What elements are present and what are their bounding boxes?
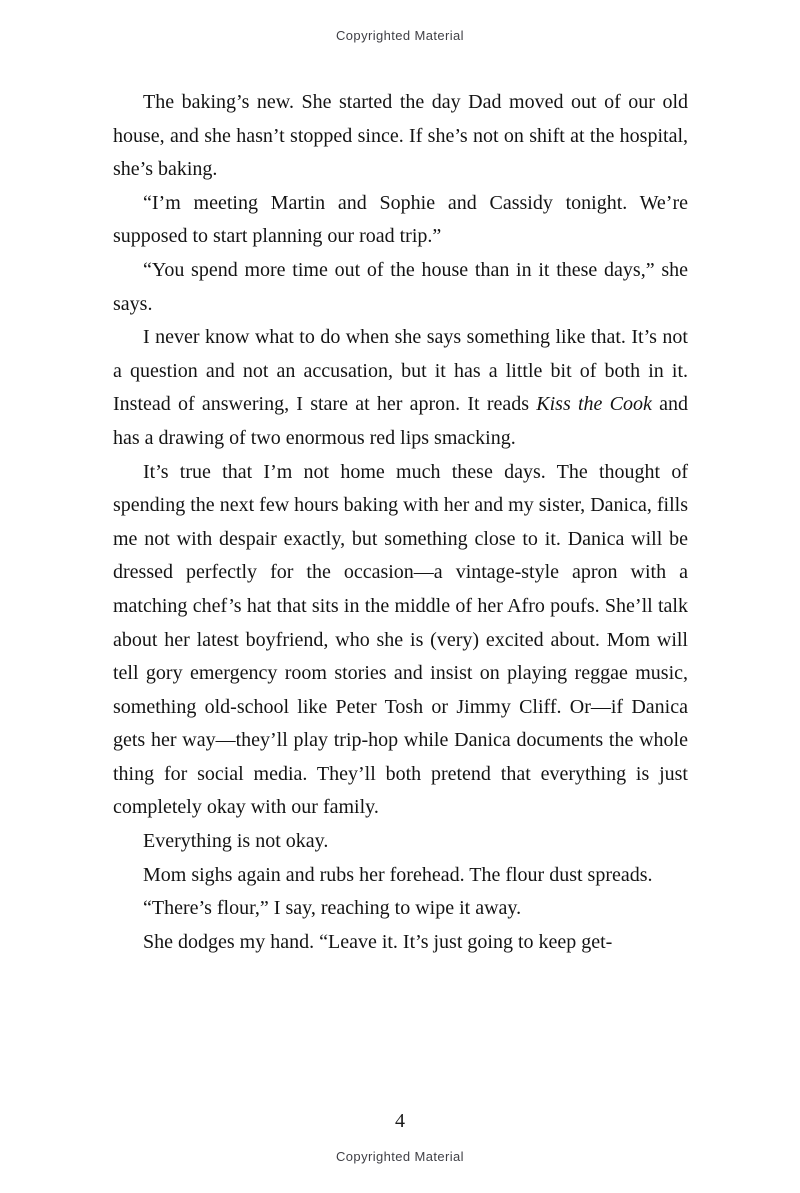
paragraph: It’s true that I’m not home much these days. The thought of spending the next few hours baking with her and my sister, Danica, fills me not with despair exactly, but something close to it. Danica will be dressed perfectly for the occasion—a vintage-style apron with a matching chef’s hat that sits in the middle of her Afro poufs. She’ll talk about her latest boyfriend, who she is (very) excited about. Mom will tell gory emergency room stories and insist on playing reggae music, something old-school like Peter Tosh or Jimmy Cliff. Or—if Danica gets her way—they’ll play trip-hop while Danica documents the whole thing for social media. They’ll both pretend that everything is just completely okay with our family. <box>113 460 688 819</box>
paragraph <box>113 321 688 455</box>
paragraph-text: I never know what to do when she says something like that. It’s not a question and not an accusation, but it has a little bit of both in it. Instead of answering, I stare at her apron. It reads <box>113 326 688 416</box>
apron-slogan-italic: Kiss the Cook <box>536 393 652 416</box>
paragraph: Mom sighs again and rubs her forehead. The flour dust spreads. <box>143 863 653 886</box>
page-number: 4 <box>395 1110 405 1132</box>
paragraph: “I’m meeting Martin and Sophie and Cassidy tonight. We’re supposed to start planning our road trip.” <box>113 191 688 248</box>
page-body <box>113 86 688 959</box>
paragraph: She dodges my hand. “Leave it. It’s just going to keep get- <box>143 930 613 953</box>
paragraph: “There’s flour,” I say, reaching to wipe it away. <box>143 897 522 920</box>
paragraph: The baking’s new. She started the day Dad moved out of our old house, and she hasn’t stopped since. If she’s not on shift at the hospital, she’s baking. <box>113 91 688 181</box>
paragraph: Everything is not okay. <box>143 830 329 853</box>
copyright-notice-bottom: Copyrighted Material <box>336 1149 464 1164</box>
paragraph-text: and has a drawing of two enormous red lips smacking. <box>113 393 688 449</box>
paragraph: “You spend more time out of the house than in it these days,” she says. <box>113 258 688 315</box>
copyright-notice-top: Copyrighted Material <box>336 28 464 43</box>
